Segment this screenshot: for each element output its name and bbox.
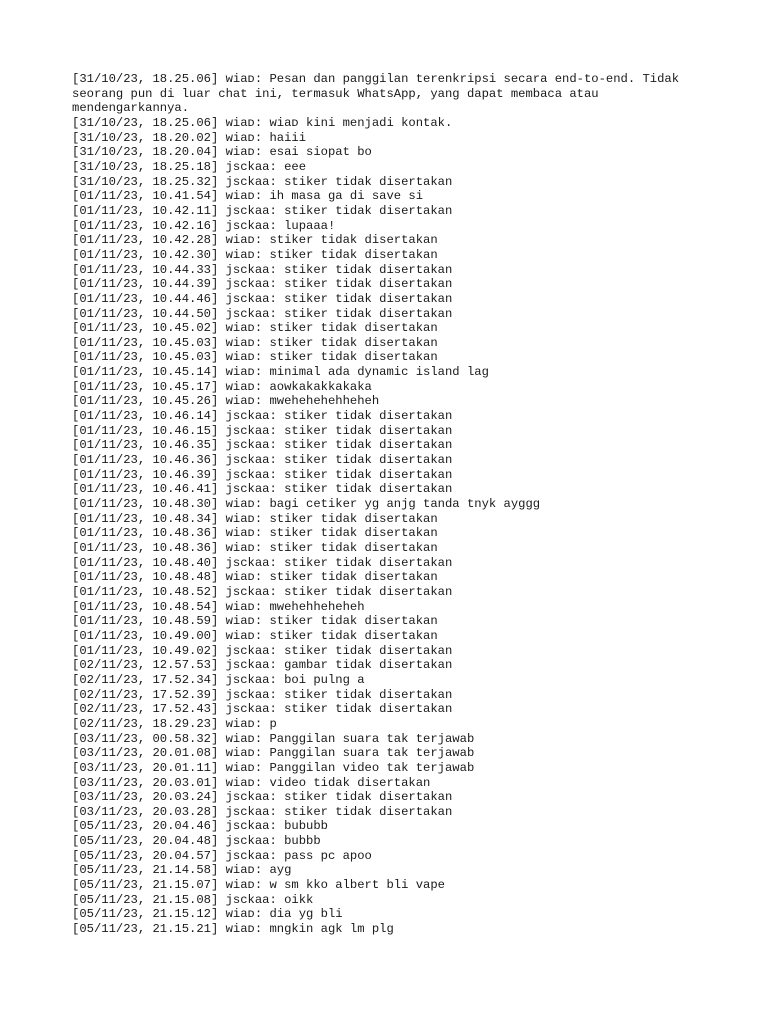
chat-line: [01/11/23, 10.48.30] wiaᴅ: bagi cetiker yg anjg tanda tnyk ayggg [72, 497, 541, 512]
chat-line: [05/11/23, 21.14.58] wiaᴅ: ayg [72, 863, 292, 878]
chat-line: [05/11/23, 21.15.12] wiaᴅ: dia yg bli [72, 907, 343, 922]
chat-transcript [72, 72, 712, 937]
chat-line: [01/11/23, 10.42.11] jsckaa: stiker tidak disertakan [72, 203, 453, 218]
chat-line: [01/11/23, 10.45.17] wiaᴅ: aowkakakkakaka [72, 379, 372, 394]
chat-line: [05/11/23, 21.15.21] wiaᴅ: mngkin agk lm plg [72, 922, 394, 937]
chat-line: [01/11/23, 10.48.36] wiaᴅ: stiker tidak disertakan [72, 526, 438, 541]
chat-line: [01/11/23, 10.44.50] jsckaa: stiker tidak disertakan [72, 306, 453, 321]
chat-line: [02/11/23, 12.57.53] jsckaa: gambar tidak disertakan [72, 658, 453, 673]
chat-line: [05/11/23, 21.15.08] jsckaa: oikk [72, 892, 314, 907]
chat-line: [31/10/23, 18.25.06] wiaᴅ: Pesan dan panggilan terenkripsi secara end-to-end. Tidak seorang pun di luar chat ini, termasuk WhatsApp, yang dapat membaca atau mendengarkannya. [72, 72, 687, 116]
chat-line: [01/11/23, 10.42.30] wiaᴅ: stiker tidak disertakan [72, 247, 438, 262]
chat-line: [01/11/23, 10.45.26] wiaᴅ: mwehehehehheheh [72, 394, 380, 409]
chat-line: [01/11/23, 10.49.00] wiaᴅ: stiker tidak disertakan [72, 628, 438, 643]
chat-line: [01/11/23, 10.44.39] jsckaa: stiker tidak disertakan [72, 277, 453, 292]
chat-line: [31/10/23, 18.20.02] wiaᴅ: haiii [72, 130, 307, 145]
chat-line: [05/11/23, 20.04.48] jsckaa: bubbb [72, 834, 321, 849]
chat-line: [01/11/23, 10.44.33] jsckaa: stiker tidak disertakan [72, 262, 453, 277]
chat-line: [02/11/23, 18.29.23] wiaᴅ: p [72, 716, 277, 731]
chat-line: [01/11/23, 10.49.02] jsckaa: stiker tidak disertakan [72, 643, 453, 658]
chat-line: [03/11/23, 20.03.28] jsckaa: stiker tidak disertakan [72, 804, 453, 819]
chat-line: [03/11/23, 20.03.01] wiaᴅ: video tidak disertakan [72, 775, 431, 790]
chat-line: [01/11/23, 10.45.14] wiaᴅ: minimal ada dynamic island lag [72, 365, 489, 380]
chat-line: [31/10/23, 18.25.06] wiaᴅ: wiaᴅ kini menjadi kontak. [72, 115, 453, 130]
chat-line: [03/11/23, 20.01.08] wiaᴅ: Panggilan suara tak terjawab [72, 746, 475, 761]
chat-line: [31/10/23, 18.25.18] jsckaa: eee [72, 159, 307, 174]
chat-line: [01/11/23, 10.46.39] jsckaa: stiker tidak disertakan [72, 467, 453, 482]
chat-line: [31/10/23, 18.20.04] wiaᴅ: esai siopat bo [72, 145, 372, 160]
chat-line: [01/11/23, 10.46.35] jsckaa: stiker tidak disertakan [72, 438, 453, 453]
chat-line: [01/11/23, 10.45.03] wiaᴅ: stiker tidak disertakan [72, 335, 438, 350]
chat-line: [03/11/23, 00.58.32] wiaᴅ: Panggilan suara tak terjawab [72, 731, 475, 746]
chat-line: [01/11/23, 10.45.02] wiaᴅ: stiker tidak disertakan [72, 321, 438, 336]
chat-line: [01/11/23, 10.46.14] jsckaa: stiker tidak disertakan [72, 409, 453, 424]
chat-line: [03/11/23, 20.03.24] jsckaa: stiker tidak disertakan [72, 790, 453, 805]
chat-line: [02/11/23, 17.52.39] jsckaa: stiker tidak disertakan [72, 687, 453, 702]
chat-line: [01/11/23, 10.41.54] wiaᴅ: ih masa ga di save si [72, 189, 424, 204]
chat-line: [01/11/23, 10.46.15] jsckaa: stiker tidak disertakan [72, 423, 453, 438]
chat-line: [01/11/23, 10.48.36] wiaᴅ: stiker tidak disertakan [72, 541, 438, 555]
chat-line: [01/11/23, 10.48.52] jsckaa: stiker tidak disertakan [72, 584, 453, 599]
chat-line: [01/11/23, 10.48.40] jsckaa: stiker tidak disertakan [72, 555, 453, 570]
chat-line: [01/11/23, 10.48.48] wiaᴅ: stiker tidak disertakan [72, 570, 438, 585]
chat-line: [31/10/23, 18.25.32] jsckaa: stiker tidak disertakan [72, 174, 453, 189]
chat-line: [01/11/23, 10.45.03] wiaᴅ: stiker tidak disertakan [72, 350, 438, 365]
chat-line: [01/11/23, 10.48.59] wiaᴅ: stiker tidak disertakan [72, 614, 438, 629]
chat-line: [05/11/23, 20.04.57] jsckaa: pass pc apoo [72, 848, 372, 863]
chat-line: [01/11/23, 10.48.54] wiaᴅ: mwehehheheheh [72, 599, 365, 614]
chat-line: [01/11/23, 10.42.16] jsckaa: lupaaa! [72, 218, 336, 233]
chat-line: [01/11/23, 10.46.36] jsckaa: stiker tidak disertakan [72, 453, 453, 468]
chat-line: [02/11/23, 17.52.34] jsckaa: boi pulng a [72, 672, 365, 687]
chat-line: [01/11/23, 10.44.46] jsckaa: stiker tidak disertakan [72, 291, 453, 306]
chat-line: [03/11/23, 20.01.11] wiaᴅ: Panggilan video tak terjawab [72, 760, 475, 775]
chat-line: [01/11/23, 10.46.41] jsckaa: stiker tidak disertakan [72, 482, 453, 497]
chat-line: [02/11/23, 17.52.43] jsckaa: stiker tidak disertakan [72, 702, 453, 717]
chat-line: [05/11/23, 20.04.46] jsckaa: bububb [72, 819, 328, 834]
chat-line: [05/11/23, 21.15.07] wiaᴅ: w sm kko albert bli vape [72, 878, 445, 893]
chat-line: [01/11/23, 10.48.34] wiaᴅ: stiker tidak disertakan [72, 511, 438, 526]
chat-line: [01/11/23, 10.42.28] wiaᴅ: stiker tidak disertakan [72, 233, 438, 248]
